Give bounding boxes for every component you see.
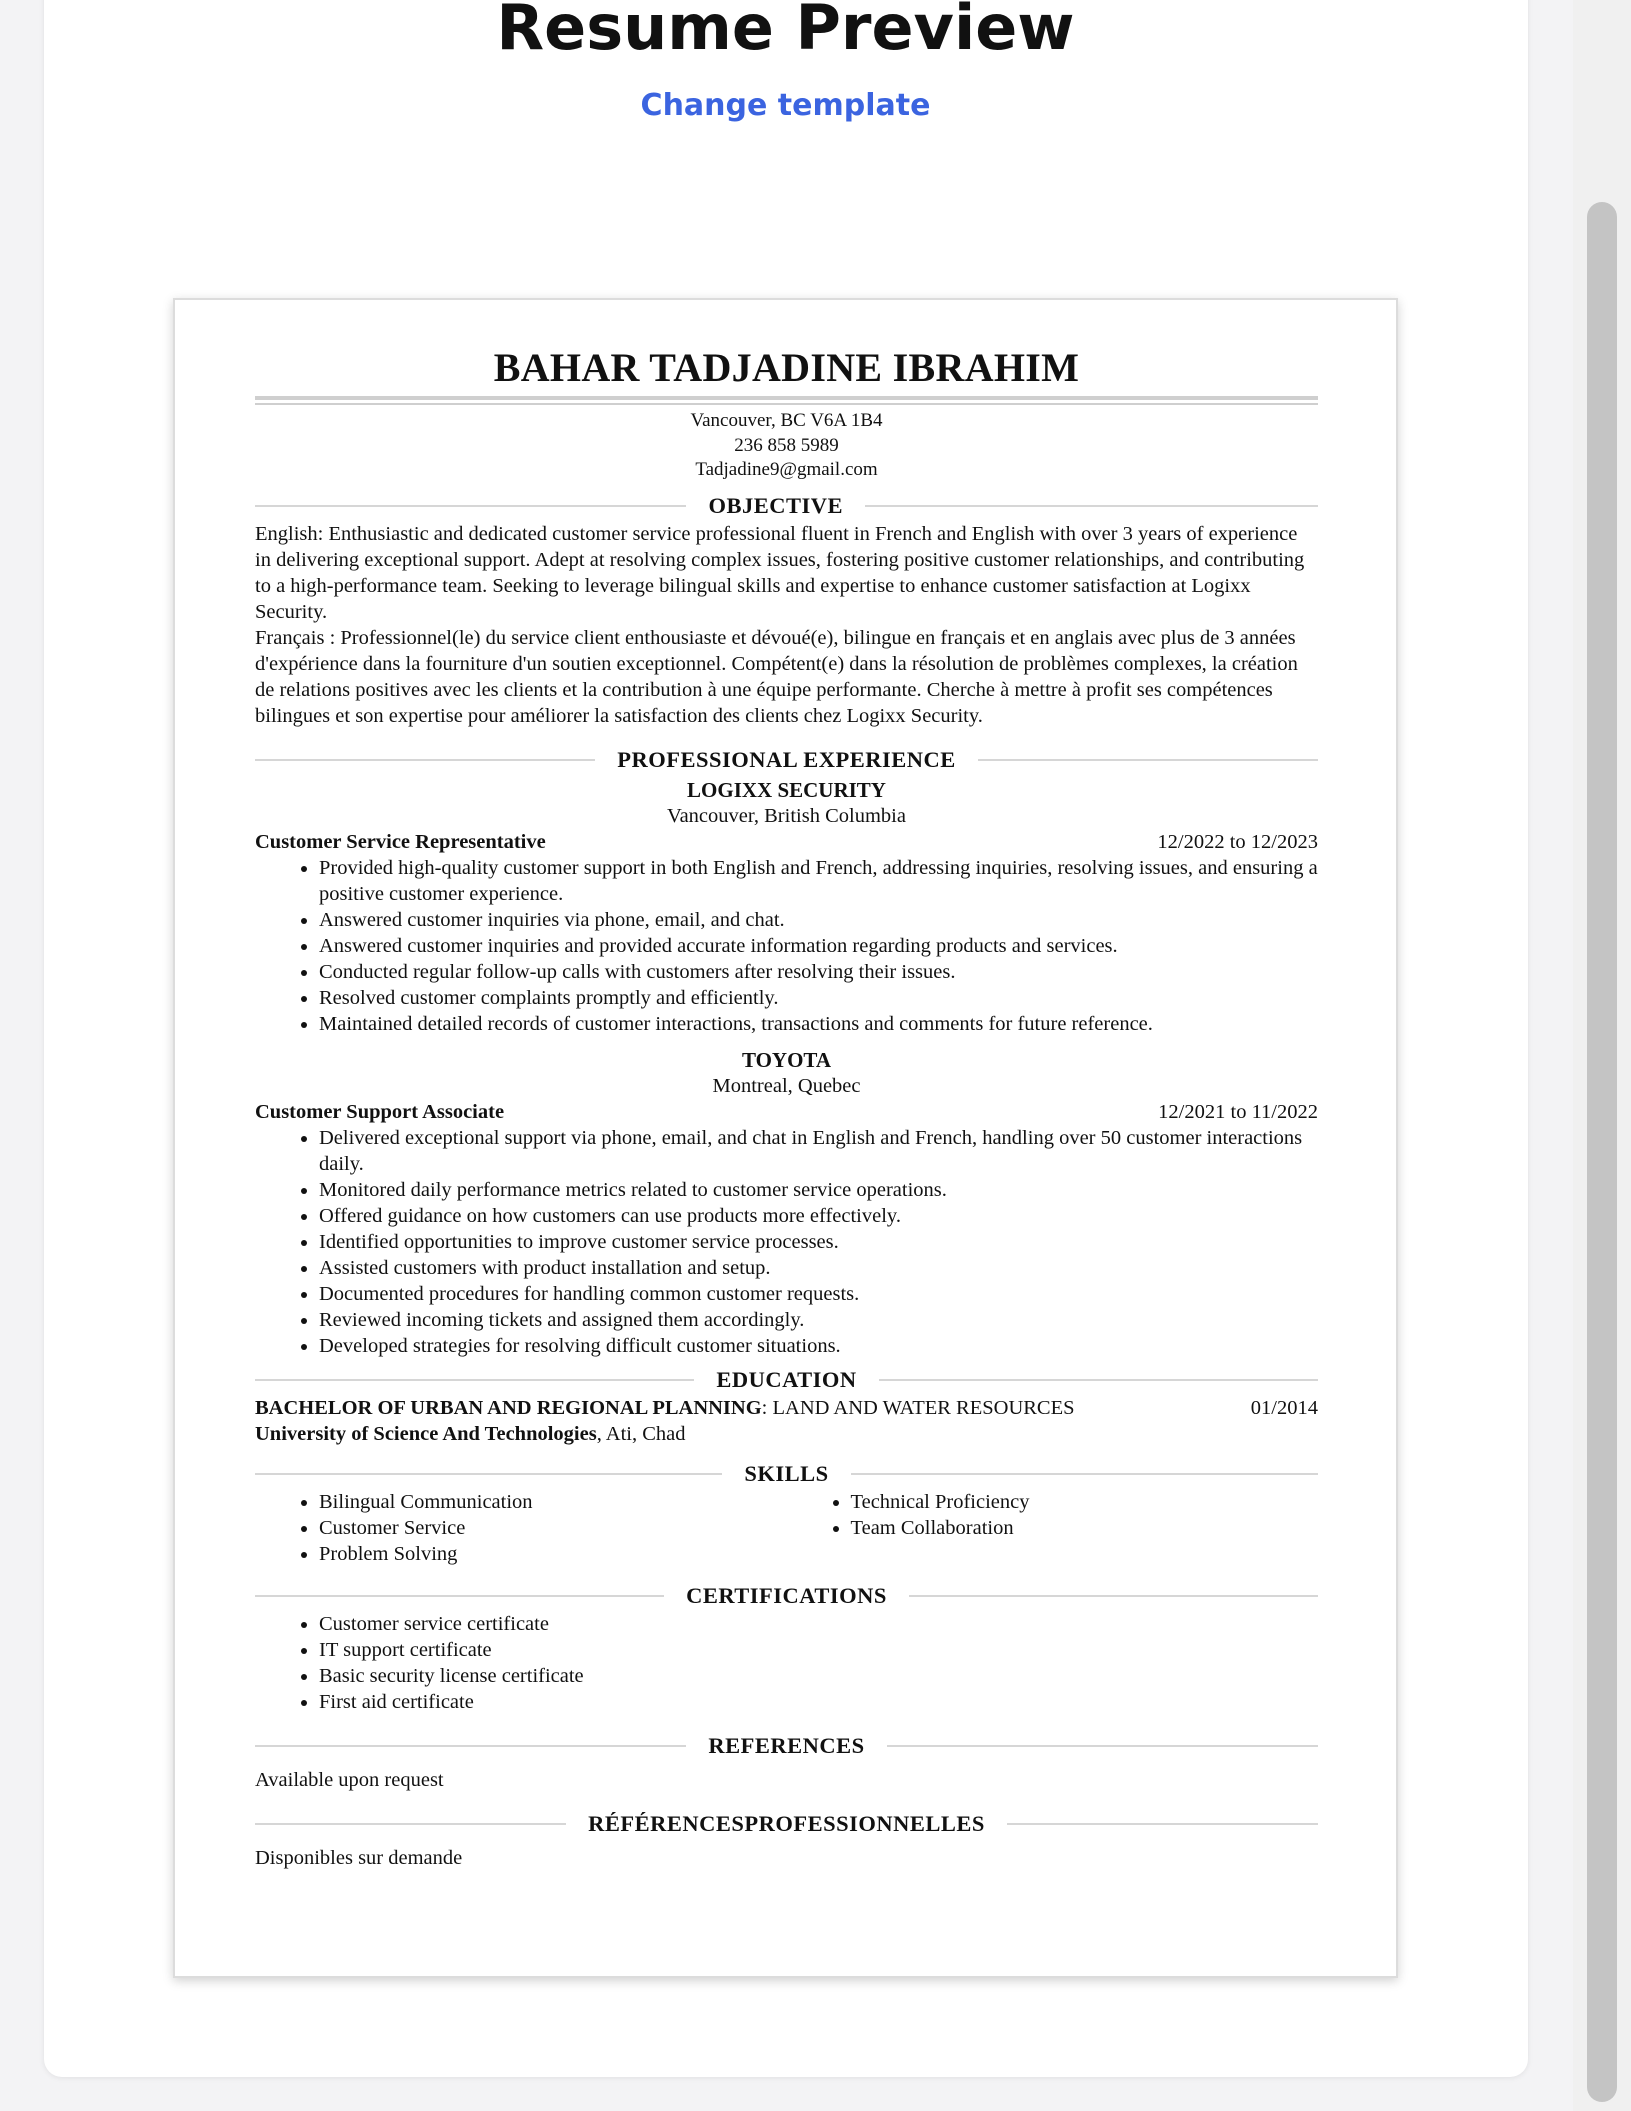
list-item: • Answered customer inquiries via phone, email, and chat. [319, 907, 1318, 933]
contact-block [255, 409, 1318, 483]
objective-english: English: Enthusiastic and dedicated customer service professional fluent in French and English with over 3 years of experience in delivering exceptional support. Adept at resolving complex issues, fostering positive customer relationships, and contributing to a high-performance team. Seeking to leverage bilingual skills and expertise to enhance customer satisfaction at Logixx Security. [255, 522, 1305, 623]
name-divider [255, 396, 1318, 400]
job-entry [255, 777, 1318, 1037]
list-item: • Team Collaboration [851, 1515, 1319, 1541]
school-location: , Ati, Chad [596, 1422, 686, 1445]
degree-name: BACHELOR OF URBAN AND REGIONAL PLANNING [255, 1396, 762, 1419]
education-entry [255, 1395, 1318, 1421]
section-references [255, 1731, 1318, 1761]
job-dates: 12/2022 to 12/2023 [1157, 830, 1318, 853]
school-name: University of Science And Technologies [255, 1422, 597, 1445]
list-item: • Conducted regular follow-up calls with customers after resolving their issues. [319, 959, 1318, 985]
section-title: SKILLS [744, 1460, 829, 1486]
job-title: Customer Support Associate [255, 1100, 505, 1123]
section-title: PROFESSIONAL EXPERIENCE [617, 746, 956, 772]
job-location: Vancouver, British Columbia [667, 804, 906, 827]
list-item: • First aid certificate [319, 1689, 1318, 1715]
section-title: REFERENCES [708, 1732, 865, 1758]
list-item: • Customer Service [319, 1515, 787, 1541]
company-name: TOYOTA [741, 1047, 832, 1072]
list-item: • Provided high-quality customer support in both English and French, addressing inquiries, resolving issues, and ensuring a positive customer experience. [319, 855, 1318, 907]
section-title: RÉFÉRENCESPROFESSIONNELLES [588, 1810, 985, 1836]
list-item: • Problem Solving [319, 1541, 787, 1567]
list-item: • Answered customer inquiries and provided accurate information regarding products and services. [319, 933, 1318, 959]
change-template-link[interactable]: Change template [640, 88, 931, 123]
list-item: • Monitored daily performance metrics related to customer service operations. [319, 1177, 1318, 1203]
contact-address: Vancouver, BC V6A 1B4 [690, 410, 883, 431]
name-divider-thin [255, 403, 1318, 405]
degree-field: : LAND AND WATER RESOURCES [761, 1396, 1075, 1419]
certifications-list [255, 1611, 1318, 1715]
list-item: • Technical Proficiency [851, 1489, 1319, 1515]
skills-list [255, 1489, 1318, 1567]
section-objective [255, 491, 1318, 521]
list-item: • Bilingual Communication [319, 1489, 787, 1515]
list-item: • Identified opportunities to improve customer service processes. [319, 1229, 1318, 1255]
section-certifications [255, 1581, 1318, 1611]
list-item: • IT support certificate [319, 1637, 1318, 1663]
section-skills [255, 1459, 1318, 1489]
resume-document [173, 298, 1398, 1978]
section-title: EDUCATION [716, 1366, 857, 1392]
job-dates: 12/2021 to 11/2022 [1158, 1100, 1318, 1123]
list-item: • Maintained detailed records of customer interactions, transactions and comments for future reference. [319, 1011, 1318, 1037]
objective-french: Français : Professionnel(le) du service client enthousiaste et dévoué(e), bilingue en français et en anglais avec plus de 3 années d'expérience dans la fourniture d'un soutien exceptionnel. Compétent(e) dans la résolution de problèmes complexes, la création de relations positives avec les clients et la contribution à une équipe performante. Cherche à mettre à profit ses compétences bilingues et son expertise pour améliorer la satisfaction des clients chez Logixx Security. [255, 626, 1298, 727]
section-title: CERTIFICATIONS [686, 1582, 887, 1608]
candidate-name: BAHAR TADJADINE IBRAHIM [493, 345, 1080, 390]
references-fr-text: Disponibles sur demande [255, 1846, 463, 1869]
page-title: Resume Preview [496, 0, 1075, 64]
contact-phone: 236 858 5989 [734, 434, 839, 456]
list-item: • Offered guidance on how customers can use products more effectively. [319, 1203, 1318, 1229]
job-location: Montreal, Quebec [712, 1074, 861, 1097]
list-item: • Resolved customer complaints promptly and efficiently. [319, 985, 1318, 1011]
job-entry [255, 1047, 1318, 1359]
references-text: Available upon request [255, 1768, 444, 1791]
list-item: • Documented procedures for handling common customer requests. [319, 1281, 1318, 1307]
section-title: OBJECTIVE [708, 492, 843, 518]
job-title: Customer Service Representative [255, 830, 546, 853]
list-item: • Reviewed incoming tickets and assigned them accordingly. [319, 1307, 1318, 1333]
list-item: • Assisted customers with product installation and setup. [319, 1255, 1318, 1281]
section-references-fr [255, 1809, 1318, 1839]
list-item: • Customer service certificate [319, 1611, 1318, 1637]
list-item: • Basic security license certificate [319, 1663, 1318, 1689]
section-education [255, 1365, 1318, 1395]
scrollbar-thumb[interactable] [1587, 202, 1617, 2102]
education-date: 01/2014 [1250, 1396, 1318, 1419]
job-bullets [255, 855, 1318, 1037]
list-item: • Delivered exceptional support via phone, email, and chat in English and French, handling over 50 customer interactions daily. [319, 1125, 1318, 1177]
contact-email: Tadjadine9@gmail.com [695, 459, 878, 480]
company-name: LOGIXX SECURITY [687, 777, 886, 802]
job-bullets [255, 1125, 1318, 1359]
section-experience [255, 745, 1318, 775]
list-item: • Developed strategies for resolving difficult customer situations. [319, 1333, 1318, 1359]
